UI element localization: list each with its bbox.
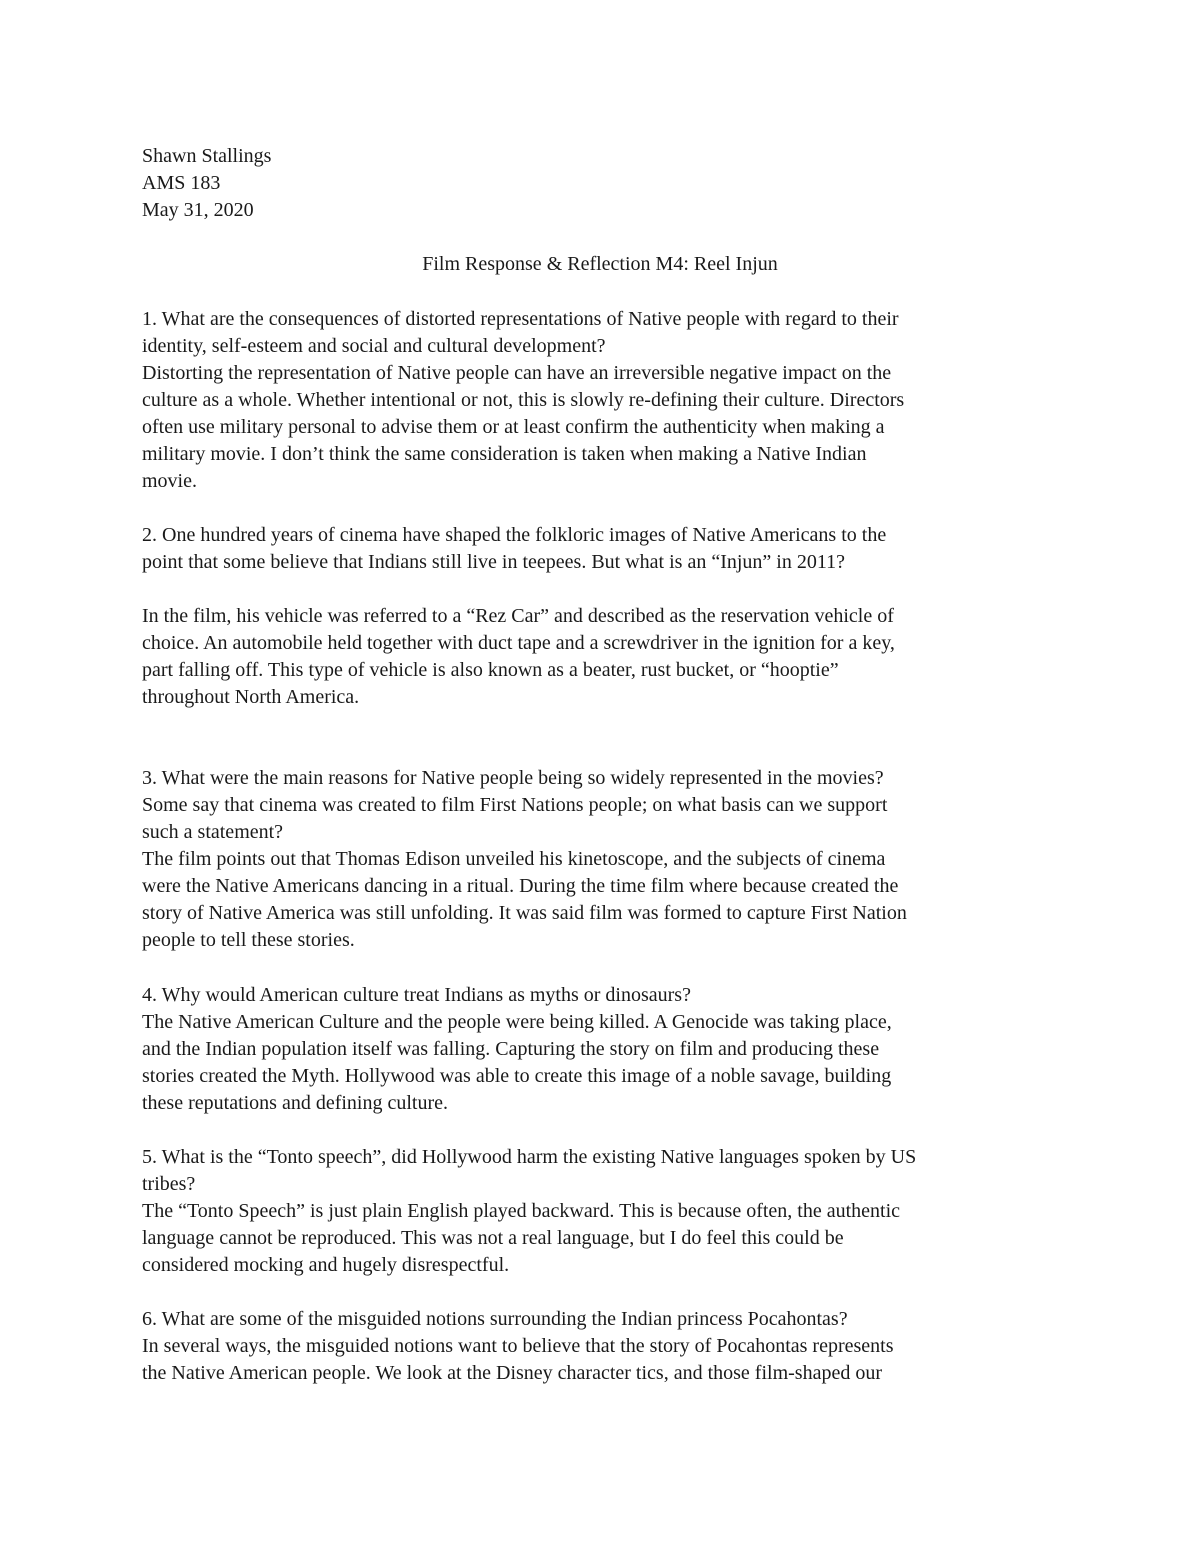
- question-1-line: identity, self-esteem and social and cultural development?: [142, 335, 606, 357]
- answer-4-line: stories created the Myth. Hollywood was able to create this image of a noble savage, building: [142, 1065, 892, 1087]
- answer-5-line: The “Tonto Speech” is just plain English played backward. This is because often, the authentic: [142, 1200, 901, 1222]
- answer-1-line: culture as a whole. Whether intentional or not, this is slowly re-defining their culture. Directors: [142, 389, 905, 411]
- answer-6-line: In several ways, the misguided notions want to believe that the story of Pocahontas represents: [142, 1335, 894, 1357]
- answer-4-line: The Native American Culture and the people were being killed. A Genocide was taking place,: [142, 1011, 892, 1033]
- answer-2-line: choice. An automobile held together with duct tape and a screwdriver in the ignition for a key,: [142, 632, 895, 654]
- answer-2-line: In the film, his vehicle was referred to a “Rez Car” and described as the reservation vehicle of: [142, 605, 894, 627]
- question-5-line: 5. What is the “Tonto speech”, did Hollywood harm the existing Native languages spoken by US: [142, 1146, 917, 1168]
- answer-4-line: these reputations and defining culture.: [142, 1092, 449, 1114]
- answer-3-line: people to tell these stories.: [142, 929, 355, 951]
- answer-3-line: story of Native America was still unfolding. It was said film was formed to capture First Nation: [142, 902, 907, 924]
- answer-1-line: often use military personal to advise them or at least confirm the authenticity when making a: [142, 416, 885, 438]
- answer-5-line: considered mocking and hugely disrespectful.: [142, 1254, 510, 1276]
- question-2-line: point that some believe that Indians still live in teepees. But what is an “Injun” in 2011?: [142, 551, 845, 573]
- question-1-line: 1. What are the consequences of distorted representations of Native people with regard to their: [142, 308, 899, 330]
- question-2-line: 2. One hundred years of cinema have shaped the folkloric images of Native Americans to the: [142, 524, 887, 546]
- answer-3-line: were the Native Americans dancing in a ritual. During the time film where because created the: [142, 875, 899, 897]
- question-6-line: 6. What are some of the misguided notions surrounding the Indian princess Pocahontas?: [142, 1308, 848, 1330]
- answer-1-line: movie.: [142, 470, 197, 492]
- question-3-line: such a statement?: [142, 821, 284, 843]
- answer-3-line: The film points out that Thomas Edison unveiled his kinetoscope, and the subjects of cinema: [142, 848, 886, 870]
- author-name: Shawn Stallings: [142, 145, 272, 167]
- question-5-line: tribes?: [142, 1173, 196, 1195]
- answer-1-line: military movie. I don’t think the same consideration is taken when making a Native Indian: [142, 443, 867, 465]
- course-code: AMS 183: [142, 172, 221, 194]
- document-date: May 31, 2020: [142, 199, 254, 221]
- answer-6-line: the Native American people. We look at the Disney character tics, and those film-shaped our: [142, 1362, 882, 1384]
- answer-4-line: and the Indian population itself was falling. Capturing the story on film and producing these: [142, 1038, 880, 1060]
- question-4-line: 4. Why would American culture treat Indians as myths or dinosaurs?: [142, 984, 691, 1006]
- question-3-line: 3. What were the main reasons for Native people being so widely represented in the movies?: [142, 767, 884, 789]
- answer-2-line: throughout North America.: [142, 686, 360, 708]
- answer-2-line: part falling off. This type of vehicle is also known as a beater, rust bucket, or “hooptie”: [142, 659, 839, 681]
- answer-5-line: language cannot be reproduced. This was not a real language, but I do feel this could be: [142, 1227, 844, 1249]
- answer-1-line: Distorting the representation of Native people can have an irreversible negative impact on the: [142, 362, 892, 384]
- document-title: Film Response & Reflection M4: Reel Injun: [422, 253, 778, 275]
- question-3-line: Some say that cinema was created to film First Nations people; on what basis can we support: [142, 794, 888, 816]
